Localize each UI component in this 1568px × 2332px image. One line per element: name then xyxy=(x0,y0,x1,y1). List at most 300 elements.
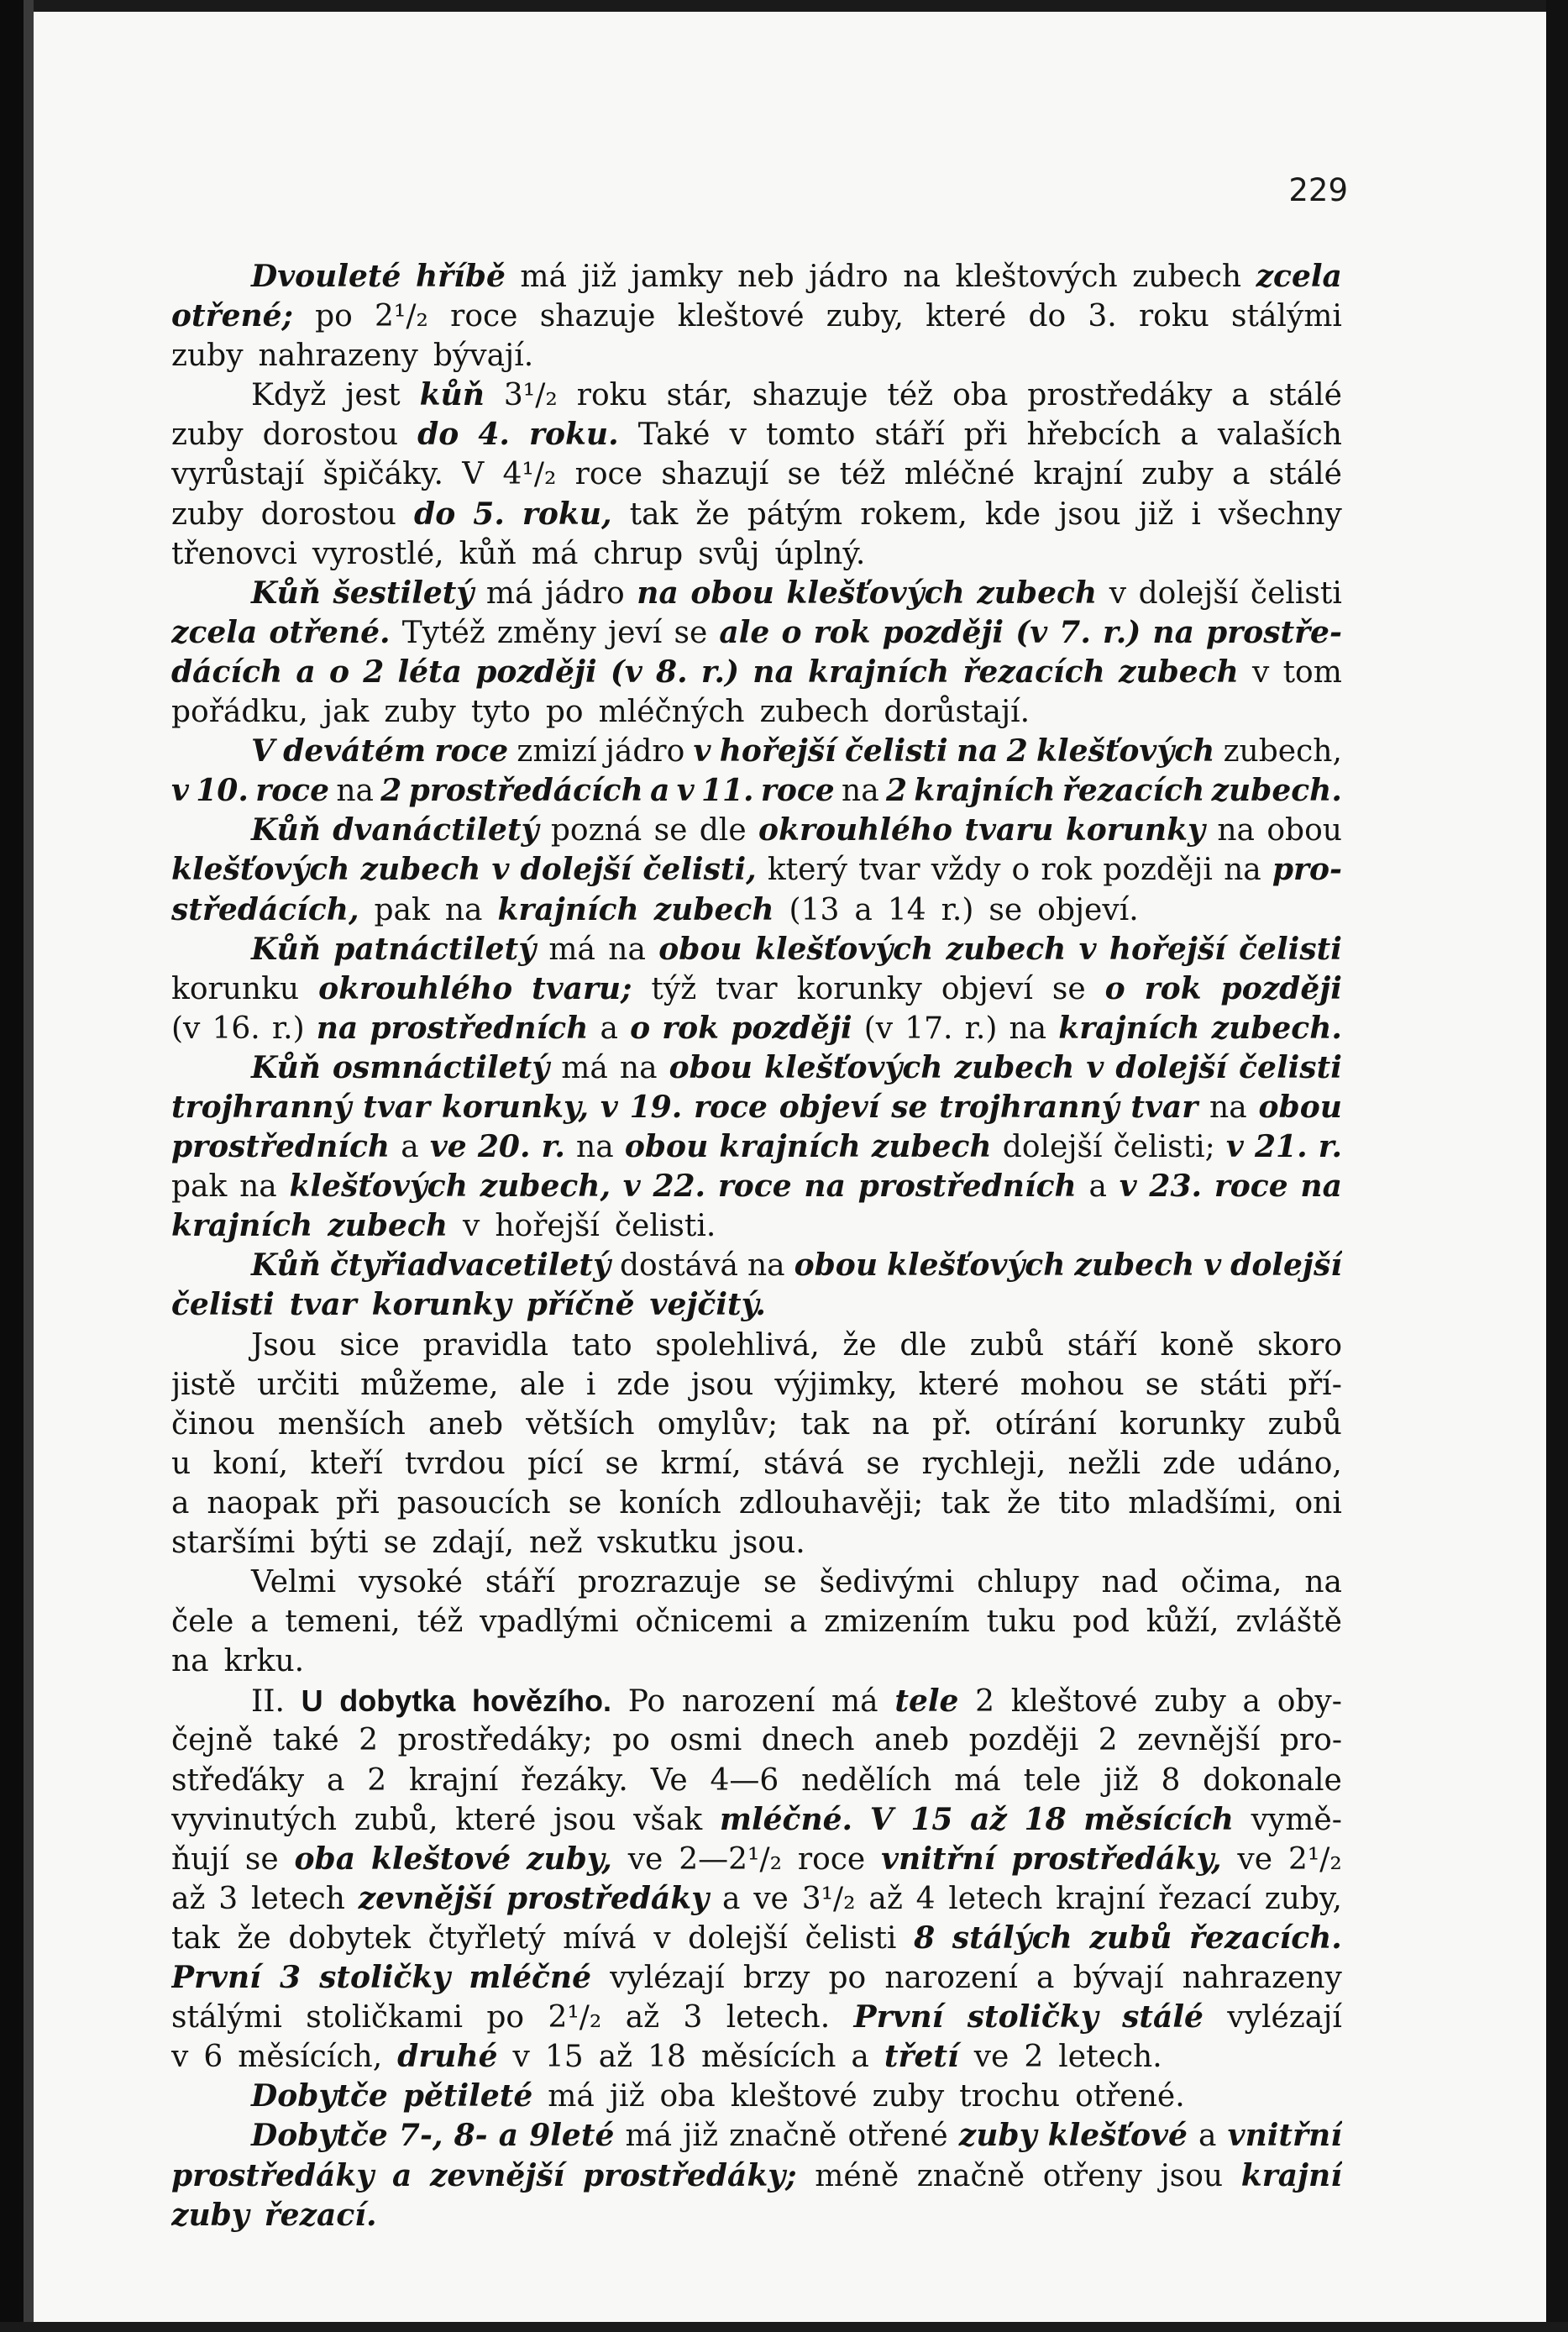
word: 2 xyxy=(367,1762,387,1798)
word: roce xyxy=(255,773,329,809)
word: Tytéž xyxy=(401,615,485,650)
word: klešťových xyxy=(887,1247,1066,1284)
word: na xyxy=(444,892,483,927)
word: druhé xyxy=(397,2039,498,2075)
word: shazuje xyxy=(752,378,868,413)
word: tato xyxy=(571,1327,632,1363)
word: 22. xyxy=(653,1169,706,1205)
word: dostává xyxy=(620,1248,738,1284)
word: v xyxy=(1204,1247,1222,1284)
word: čelisti xyxy=(805,1920,897,1956)
word: vnitřní xyxy=(881,1841,996,1877)
word: že xyxy=(1006,1485,1041,1521)
word: obou xyxy=(624,1129,709,1165)
word: a xyxy=(296,654,316,690)
word: na xyxy=(1300,1169,1342,1205)
scan-border-bottom xyxy=(0,2322,1568,2332)
word: 2—2¹/₂ xyxy=(679,1841,783,1877)
word: zubech xyxy=(871,1129,992,1165)
word: do xyxy=(417,417,459,453)
word: 3. xyxy=(1088,299,1117,334)
word: hořejší xyxy=(719,733,836,769)
word: v xyxy=(171,773,189,809)
word: v xyxy=(491,852,510,888)
word: se xyxy=(1051,971,1086,1006)
word: řezacích xyxy=(962,654,1105,690)
word: 2 xyxy=(363,654,385,690)
word: První xyxy=(853,1999,944,2035)
word: při xyxy=(336,1485,380,1521)
word: se xyxy=(763,1565,797,1600)
word: kleštové xyxy=(730,2079,857,2114)
word: v xyxy=(463,1209,480,1244)
word: a xyxy=(1036,1961,1055,1996)
word: krajních xyxy=(497,891,639,927)
word: na xyxy=(171,1644,209,1679)
word: 20. xyxy=(477,1129,531,1165)
word: kde xyxy=(984,496,1041,532)
word: nahrazeny xyxy=(1182,1961,1342,1996)
word: a xyxy=(1232,457,1251,492)
word: pětileté xyxy=(402,2078,533,2114)
word: tyto xyxy=(470,695,531,730)
word: se xyxy=(244,1841,279,1877)
word: značně xyxy=(729,2119,837,2154)
word: na xyxy=(637,575,679,611)
word: dorostou xyxy=(262,418,399,453)
word: 3¹/₂ xyxy=(801,1881,856,1916)
word: čtyřletý xyxy=(427,1920,546,1956)
word: zubech xyxy=(1119,654,1239,690)
word: r. xyxy=(1318,1129,1342,1165)
word: jak xyxy=(323,695,370,730)
word: 2 xyxy=(1098,1723,1118,1758)
word: mladšími, xyxy=(1128,1485,1277,1521)
word: rok xyxy=(813,614,871,650)
word: čelisti xyxy=(171,1287,275,1323)
text-line xyxy=(171,1840,1342,1879)
word: svůj xyxy=(698,536,760,571)
text-line xyxy=(171,692,1342,732)
word: krajní xyxy=(1033,457,1123,492)
word: aneb xyxy=(428,1406,504,1442)
text-line xyxy=(171,376,1342,415)
word: o xyxy=(781,614,802,650)
word: rok xyxy=(662,1010,720,1046)
word: prostředních xyxy=(171,1129,391,1165)
word: vždy xyxy=(931,853,1001,888)
word: otřené; xyxy=(171,298,293,334)
word: na xyxy=(1224,853,1261,888)
word: až xyxy=(598,2040,633,2075)
word: sice xyxy=(339,1327,400,1363)
word: objeví xyxy=(941,971,1033,1006)
word: měsících, xyxy=(238,2040,383,2075)
text-line xyxy=(171,1879,1342,1919)
word: tvrdou xyxy=(404,1446,506,1481)
word: řezací xyxy=(1158,1881,1251,1916)
word: zmizením xyxy=(824,1605,970,1640)
word: po xyxy=(315,299,353,334)
word: a xyxy=(1180,418,1198,453)
word: po xyxy=(612,1723,650,1758)
word: kleštových xyxy=(955,260,1118,294)
word: oba xyxy=(659,2079,716,2114)
word: pak xyxy=(374,892,430,927)
word: Kůň xyxy=(251,1049,321,1085)
word: 2 xyxy=(1006,733,1028,769)
word: roce xyxy=(797,1841,866,1877)
word: 18 xyxy=(1024,1801,1067,1837)
scan-border-left xyxy=(0,0,24,2332)
word: změny xyxy=(496,615,596,650)
word: na xyxy=(903,260,941,294)
word: o xyxy=(1011,853,1030,888)
word: r.) xyxy=(964,1011,998,1046)
word: 8 xyxy=(1161,1762,1181,1798)
text-line xyxy=(171,336,1342,376)
word: i xyxy=(585,1367,596,1402)
word: zuby xyxy=(384,695,456,730)
word: prostředáky; xyxy=(582,2157,797,2193)
word: stálé xyxy=(1122,1999,1204,2035)
word: a xyxy=(1231,378,1250,413)
word: má xyxy=(548,932,596,967)
word: hovězího. xyxy=(471,1683,611,1719)
word: okrouhlého xyxy=(758,812,953,848)
word: jest xyxy=(345,378,401,413)
word: klešťové xyxy=(1047,2118,1188,2154)
word: později xyxy=(1220,970,1342,1006)
word: stálými xyxy=(1231,299,1342,334)
word: zubů xyxy=(1267,1406,1342,1442)
word: patnáctiletý xyxy=(333,931,537,967)
word: v xyxy=(676,773,695,809)
word: čele xyxy=(171,1605,234,1640)
word: Dobytče xyxy=(251,2078,388,2114)
word: r. xyxy=(541,1129,565,1165)
word: se xyxy=(891,1089,928,1125)
word: korunky, xyxy=(441,1089,590,1125)
word: chlupy xyxy=(977,1565,1079,1600)
word: korunky xyxy=(371,1287,511,1323)
word: na xyxy=(804,1169,846,1205)
word: klešťových xyxy=(1036,733,1215,769)
word: kůň xyxy=(459,536,517,571)
word: stálé xyxy=(1268,457,1342,492)
word: jistě xyxy=(171,1367,236,1402)
word: zuby xyxy=(171,496,244,532)
word: do xyxy=(414,496,456,532)
word: vyvinutých xyxy=(171,1802,338,1837)
word: zuby xyxy=(171,418,244,453)
word: zuby xyxy=(171,2197,249,2233)
word: 23. xyxy=(1149,1169,1203,1205)
word: zubech xyxy=(1132,260,1242,294)
word: stálých xyxy=(952,1920,1072,1956)
word: tele xyxy=(894,1683,959,1720)
word: šestiletý xyxy=(333,575,475,611)
word: se xyxy=(1145,1367,1179,1402)
word: krajní xyxy=(1056,1881,1146,1916)
word: stáří xyxy=(1067,1327,1137,1363)
word: tito xyxy=(1058,1485,1111,1521)
word: vylézají xyxy=(1227,2000,1342,2035)
word: valaších xyxy=(1217,418,1342,453)
word: První xyxy=(171,1960,261,1996)
word: později xyxy=(882,614,1004,650)
word: obou xyxy=(1266,813,1342,848)
word: dvanáctiletý xyxy=(333,812,539,848)
text-line xyxy=(171,2077,1342,2116)
word: řezací. xyxy=(264,2197,377,2233)
word: na xyxy=(576,1130,614,1165)
word: dolejší xyxy=(1115,1049,1228,1085)
word: stoličky xyxy=(319,1960,451,1996)
word: tele xyxy=(1023,1762,1082,1798)
word: stár, xyxy=(666,378,733,413)
word: a xyxy=(391,2157,412,2193)
word: nad xyxy=(1101,1565,1159,1600)
word: r.) xyxy=(941,892,974,927)
word: a xyxy=(171,1485,190,1521)
word: že xyxy=(695,496,730,532)
word: korunku xyxy=(171,971,300,1006)
word: ale xyxy=(519,1367,565,1402)
word: zubech xyxy=(977,575,1098,611)
word: očnicemi xyxy=(635,1605,773,1640)
word: pro- xyxy=(1272,852,1342,888)
word: letech. xyxy=(726,2000,831,2035)
word: roce xyxy=(760,773,835,809)
word: na xyxy=(1009,1011,1047,1046)
word: krajních xyxy=(808,654,950,690)
word: shazuje xyxy=(539,299,656,334)
word: šedivými xyxy=(819,1565,955,1600)
word: 6 xyxy=(203,2040,223,2075)
word: 9leté xyxy=(529,2118,615,2154)
word: 4—6 xyxy=(710,1762,779,1798)
word: 3¹/₂ xyxy=(503,378,558,413)
text-line xyxy=(171,1127,1342,1167)
text-line xyxy=(171,2037,1342,2077)
text-line xyxy=(171,297,1342,336)
scan-border-left-shadow xyxy=(24,0,34,2332)
word: klešťových xyxy=(171,852,350,888)
word: okrouhlého xyxy=(318,970,513,1006)
word: v xyxy=(1225,1129,1244,1165)
word: zuby xyxy=(171,339,244,374)
word: mléčné xyxy=(904,457,1015,492)
word: Dobytče xyxy=(251,2118,388,2154)
word: zuby xyxy=(872,2079,945,2114)
word: ve xyxy=(1237,1841,1273,1877)
word: tvar xyxy=(1130,1089,1198,1125)
word: rok xyxy=(1041,853,1093,888)
word: kteří xyxy=(310,1446,383,1481)
word: a xyxy=(326,1762,345,1798)
word: hřebcích xyxy=(1026,418,1162,453)
word: jádro xyxy=(605,734,685,769)
word: 4 xyxy=(915,1881,936,1916)
word: prostředních xyxy=(857,1169,1077,1205)
word: shazují xyxy=(661,457,769,492)
word: tvar xyxy=(716,971,778,1006)
word: špičáky. xyxy=(323,457,443,492)
word: po xyxy=(486,2000,525,2035)
word: zubech xyxy=(360,852,481,888)
word: v xyxy=(600,1089,618,1125)
word: určiti xyxy=(256,1367,340,1402)
word: omylův; xyxy=(657,1406,779,1442)
word: nedělích xyxy=(801,1762,932,1798)
word: až xyxy=(171,1881,206,1916)
word: 15 xyxy=(910,1801,953,1837)
text-line xyxy=(171,1800,1342,1840)
word: roce xyxy=(434,733,509,769)
word: vnitřní xyxy=(1227,2118,1342,2154)
word: již xyxy=(1103,1762,1139,1798)
word: krku. xyxy=(223,1644,305,1679)
word: hříbě xyxy=(415,259,506,294)
word: naopak xyxy=(207,1485,319,1521)
word: a xyxy=(854,892,873,927)
word: až xyxy=(868,1881,903,1916)
word: na xyxy=(872,1406,910,1442)
word: rychleji, xyxy=(921,1446,1046,1481)
word: při xyxy=(963,418,1008,453)
word: na xyxy=(608,932,646,967)
word: 2 xyxy=(975,1684,995,1720)
word: kleštové xyxy=(677,299,805,334)
word: koních xyxy=(619,1485,721,1521)
word: 18 xyxy=(648,2040,686,2075)
word: vejčitý. xyxy=(649,1287,766,1323)
word: má xyxy=(485,575,533,611)
word: tak xyxy=(629,496,679,532)
word: dolejší xyxy=(1138,575,1239,611)
word: má xyxy=(531,536,579,571)
word: zevnější xyxy=(1137,1723,1261,1758)
word: v xyxy=(1119,1169,1137,1205)
word: (v xyxy=(1015,614,1048,650)
word: 7-, xyxy=(398,2118,443,2154)
word: v xyxy=(1109,575,1127,611)
word: korunky xyxy=(1065,812,1205,848)
word: mléčné xyxy=(469,1960,591,1996)
word: roce xyxy=(574,457,643,492)
word: letech xyxy=(250,1881,345,1916)
text-line xyxy=(171,1285,1342,1325)
word: dolejší xyxy=(520,852,632,888)
word: chrup xyxy=(593,536,684,571)
word: klešťových xyxy=(786,575,965,611)
word: ve xyxy=(627,1841,663,1877)
word: menších xyxy=(277,1406,406,1442)
text-line xyxy=(171,415,1342,454)
word: zevnější xyxy=(358,1880,494,1916)
word: hořejší xyxy=(1109,931,1226,967)
word: (13 xyxy=(789,892,840,927)
word: koně xyxy=(1160,1327,1235,1363)
word: které xyxy=(918,1367,999,1402)
word: oba xyxy=(294,1841,356,1877)
word: třetí xyxy=(884,2039,959,2075)
word: se xyxy=(568,1485,602,1521)
word: má xyxy=(561,1050,608,1085)
word: stoličky xyxy=(967,1999,1099,2035)
word: zubech, xyxy=(1223,734,1342,769)
text-line xyxy=(171,534,1342,574)
word: nežli xyxy=(1067,1446,1141,1481)
word: r.) xyxy=(700,654,740,690)
word: po xyxy=(545,695,584,730)
word: v xyxy=(1086,1049,1104,1085)
word: v xyxy=(693,733,711,769)
word: tvar xyxy=(363,1089,431,1125)
word: 2¹/₂ xyxy=(375,299,428,334)
word: pasoucích xyxy=(396,1485,551,1521)
word: zubech xyxy=(653,891,774,927)
word: řezacích xyxy=(1062,773,1205,809)
word: trojhranný xyxy=(171,1089,352,1125)
word: 15 xyxy=(544,2040,584,2075)
word: otřeny xyxy=(1042,2158,1142,2193)
word: dolejší xyxy=(688,1920,788,1956)
word: zuby, xyxy=(826,299,904,334)
word: stáří xyxy=(874,418,945,453)
word: ve xyxy=(753,1881,789,1916)
word: korunky xyxy=(796,971,922,1006)
word: dácích xyxy=(171,654,283,690)
word: má xyxy=(520,260,567,294)
word: na xyxy=(1217,813,1255,848)
word: se xyxy=(787,457,821,492)
text-line xyxy=(171,850,1342,890)
word: zcela xyxy=(171,614,258,650)
word: jsou xyxy=(690,1367,754,1402)
word: nahrazeny xyxy=(258,339,418,374)
word: prostředních xyxy=(370,1010,589,1046)
word: 3 xyxy=(218,1881,239,1916)
word: klešťových xyxy=(764,1049,943,1085)
word: vysoké xyxy=(359,1565,463,1600)
word: ňují xyxy=(171,1841,230,1877)
word: na xyxy=(1209,1090,1247,1125)
word: a xyxy=(721,1881,741,1916)
word: zde xyxy=(616,1367,670,1402)
word: a xyxy=(650,773,670,809)
word: zubech xyxy=(759,695,869,730)
word: oby- xyxy=(1277,1684,1342,1720)
word: zvláště xyxy=(1235,1605,1342,1640)
word: o xyxy=(630,1010,651,1046)
text-line xyxy=(171,2116,1342,2156)
word: jsou xyxy=(1058,496,1121,532)
text-line xyxy=(171,1563,1342,1602)
word: čelisti xyxy=(1239,1049,1342,1085)
word: 16. xyxy=(212,1011,260,1046)
word: aneb xyxy=(874,1723,950,1758)
word: objeví xyxy=(779,1089,880,1125)
word: dokonale xyxy=(1203,1762,1342,1798)
word: 2¹/₂ xyxy=(1287,1841,1342,1877)
word: všechny xyxy=(1218,496,1342,532)
word: otřené. xyxy=(269,614,391,650)
word: 8. xyxy=(656,654,688,690)
word: zubů xyxy=(1089,1920,1172,1956)
text-line xyxy=(171,811,1342,850)
